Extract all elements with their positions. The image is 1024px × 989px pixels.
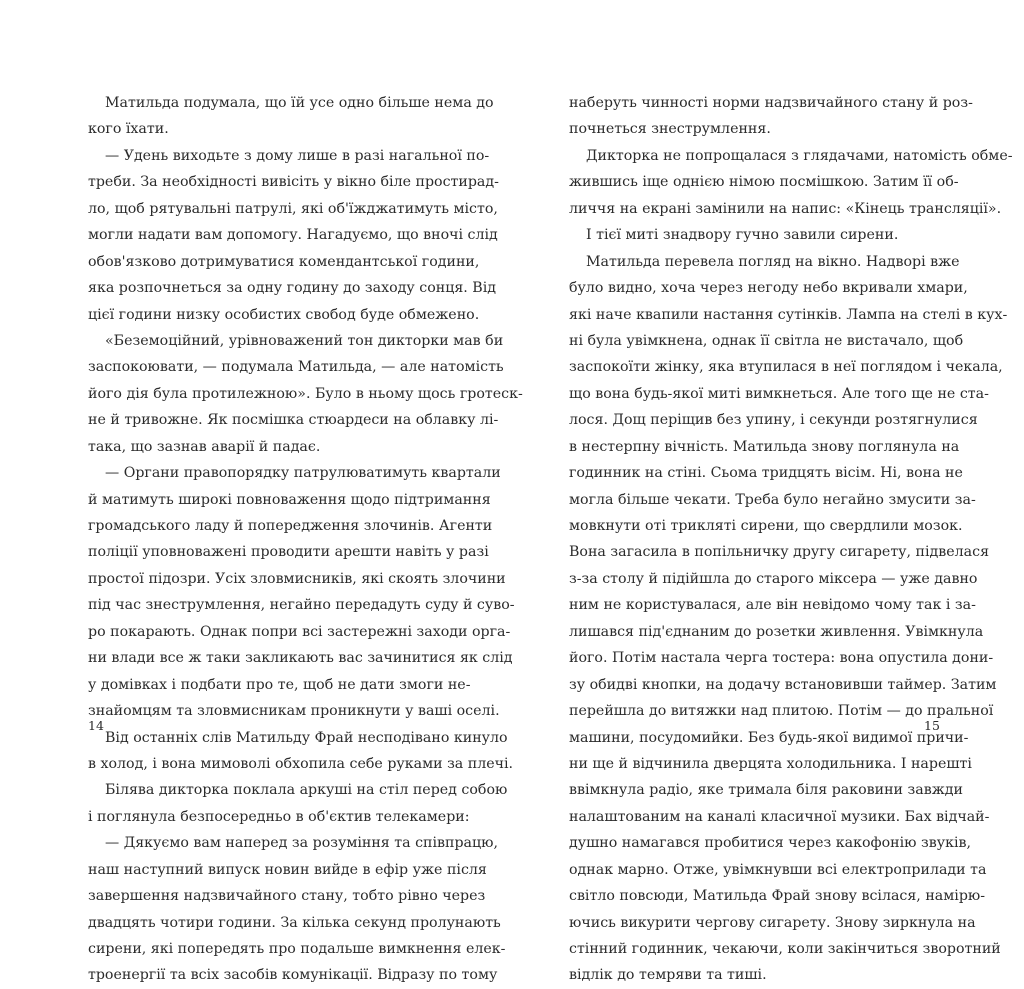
text-line: ло, щоб рятувальні патрулі, які об'їжджатимуть місто, xyxy=(88,200,498,217)
text-line: наш наступний випуск новин вийде в ефір уже після xyxy=(88,861,487,878)
text-line: завершення надзвичайного стану, тобто рівно через xyxy=(88,888,486,905)
text-line: світло повсюди, Матильда Фрай знову всілася, наміpю- xyxy=(569,888,986,905)
text-line: що вона будь-якої миті вимкнеться. Але того ще не ста- xyxy=(569,385,989,402)
text-line: личчя на екрані замінили на напис: «Кінець трансляції». xyxy=(569,200,1002,217)
text-line: Від останніх слів Матильду Фрай несподівано кинуло xyxy=(105,729,508,746)
text-line: однак марно. Отже, увімкнувши всі електроприлади та xyxy=(569,861,987,878)
text-line: під час знеструмлення, негайно передадуть суду й суво- xyxy=(88,597,515,614)
text-line: лишався під'єднаним до розетки живлення. Увімкнула xyxy=(569,623,984,640)
text-line: годинник на стіні. Сьома тридцять вісім. Ні, вона не xyxy=(569,465,963,482)
text-line: наберуть чинності норми надзвичайного стану й роз- xyxy=(569,95,973,111)
text-line: така, що зазнав аварії й падає. xyxy=(88,438,321,455)
text-line: відлік до темряви та тиші. xyxy=(569,967,767,984)
text-line: жившись іще однією німою посмішкою. Затим її об- xyxy=(569,174,959,191)
text-line: налаштованим на каналі класичної музики. Бах відчай- xyxy=(569,808,990,825)
text-line: ни ще й відчинила дверцята холодильника. І нарешті xyxy=(569,755,972,772)
text-line: простої підозри. Усіх зловмисників, які скоять злочини xyxy=(88,570,506,587)
text-line: «Беземоційний, урівноважений тон дикторки мав би xyxy=(105,332,504,349)
text-line: його дія була протилежною». Було в ньому щось гротеск- xyxy=(88,385,523,402)
text-line: — Удень виходьте з дому лише в разі нагальної по- xyxy=(105,147,490,164)
text-line: треби. За необхідності вивісіть у вікно біле простирад- xyxy=(88,174,499,191)
text-line: душно намагався пробитися через какофонію звуків, xyxy=(569,835,971,852)
text-line: машини, посудомийки. Без будь-якої видимої причи- xyxy=(569,729,969,746)
text-line: ввімкнула радіо, яке тримала біля раковини завжди xyxy=(569,782,963,799)
text-line: поліції уповноважені проводити арешти навіть у разі xyxy=(88,544,489,561)
text-line: Білява дикторка поклала аркуші на стіл перед собою xyxy=(105,782,508,799)
text-line: — Органи правопорядку патрулюватимуть квартали xyxy=(105,465,501,482)
text-line: перейшла до витяжки над плитою. Потім — до пральної xyxy=(569,703,994,720)
text-line: сирени, які попередять про подальше вимкнення елек- xyxy=(88,941,506,957)
text-line: його. Потім настала черга тостера: вона опустила дони- xyxy=(569,650,994,667)
text-line: почнеться знеструмлення. xyxy=(569,121,771,138)
text-line: цієї години низку особистих свобод буде обмежено. xyxy=(88,306,480,323)
text-line: ни влади все ж таки закликають вас зачинитися як слід xyxy=(88,650,513,667)
text-line: Вона загасила в попільничку другу сигарету, підвелася xyxy=(569,544,990,561)
text-line: могли надати вам допомогу. Нагадуємо, що вночі слід xyxy=(88,227,498,244)
text-line: стінний годинник, чекаючи, коли закінчиться зворотний xyxy=(569,941,1001,957)
text-line: ні була увімкнена, однак її світла не вистачало, щоб xyxy=(569,332,964,349)
text-line: було видно, хоча через негоду небо вкривали хмари, xyxy=(569,280,968,297)
text-line: й матимуть широкі повноваження щодо підтримання xyxy=(88,491,491,508)
text-line: лося. Дощ періщив без упину, і секунди розтягнулися xyxy=(569,412,978,429)
text-line: в холод, і вона мимоволі обхопила себе руками за плечі. xyxy=(88,755,514,772)
text-line: мовкнути оті триклятi сирени, що свердлили мозок. xyxy=(569,518,963,534)
text-line: Матильда подумала, що їй усе одно більше нема до xyxy=(105,95,494,111)
text-line: громадського ладу й попередження злочинів. Агенти xyxy=(88,518,493,534)
text-line: знайомцям та зловмисникам проникнути у ваші оселі. xyxy=(88,703,500,720)
text-line: ючись викурити чергову сигарету. Знову зиркнула на xyxy=(569,914,976,931)
text-line: обов'язково дотримуватися комендантської години, xyxy=(88,253,480,270)
text-line: і поглянула безпосередньо в об'єктив телекамери: xyxy=(88,808,470,825)
text-line: ро покарають. Однак попри всі застережні заходи орга- xyxy=(88,623,511,640)
text-line: зу обидві кнопки, на додачу встановивши таймер. Затим xyxy=(569,676,997,693)
text-line: кого їхати. xyxy=(88,121,169,138)
text-line: з-за столу й підійшла до старого міксера — уже давно xyxy=(569,570,978,587)
text-line: І тієї миті знадвору гучно завили сирени. xyxy=(586,227,899,244)
text-line: заспокоювати, — подумала Матильда, — але натомість xyxy=(88,359,504,376)
text-line: Матильда перевела погляд на вікно. Надворі вже xyxy=(586,253,960,270)
right-page-text xyxy=(569,90,1013,989)
text-line: троенергії та всіх засобів комунікації. Відразу по тому xyxy=(88,967,498,984)
text-line: могла більше чекати. Треба було негайно змусити за- xyxy=(569,491,976,508)
text-line: заспокоїти жінку, яка втупилася в неї поглядом і чекала, xyxy=(569,359,1003,376)
text-line: в нестерпну вічність. Матильда знову поглянула на xyxy=(569,438,960,455)
text-line: — Дякуємо вам наперед за розуміння та співпрацю, xyxy=(105,835,498,852)
text-line: ним не користувалася, але він невідомо чому так і за- xyxy=(569,597,976,614)
text-line: двадцять чотири години. За кілька секунд пролунають xyxy=(88,914,501,931)
text-line: Дикторка не попрощалася з глядачами, натомість обме- xyxy=(586,147,1013,164)
text-line: яка розпочнеться за одну годину до заходу сонця. Від xyxy=(88,280,496,297)
left-page-number: 14 xyxy=(88,718,104,733)
right-page-number: 15 xyxy=(924,718,940,733)
left-page-text xyxy=(88,90,523,989)
text-line: які наче квапили настання сутінків. Лампа на стелі в кух- xyxy=(569,306,1008,323)
text-line: у домівках і подбати про те, щоб не дати змоги не- xyxy=(88,676,471,693)
text-line: не й тривожне. Як посмішка стюардеси на облавку лі- xyxy=(88,412,499,429)
